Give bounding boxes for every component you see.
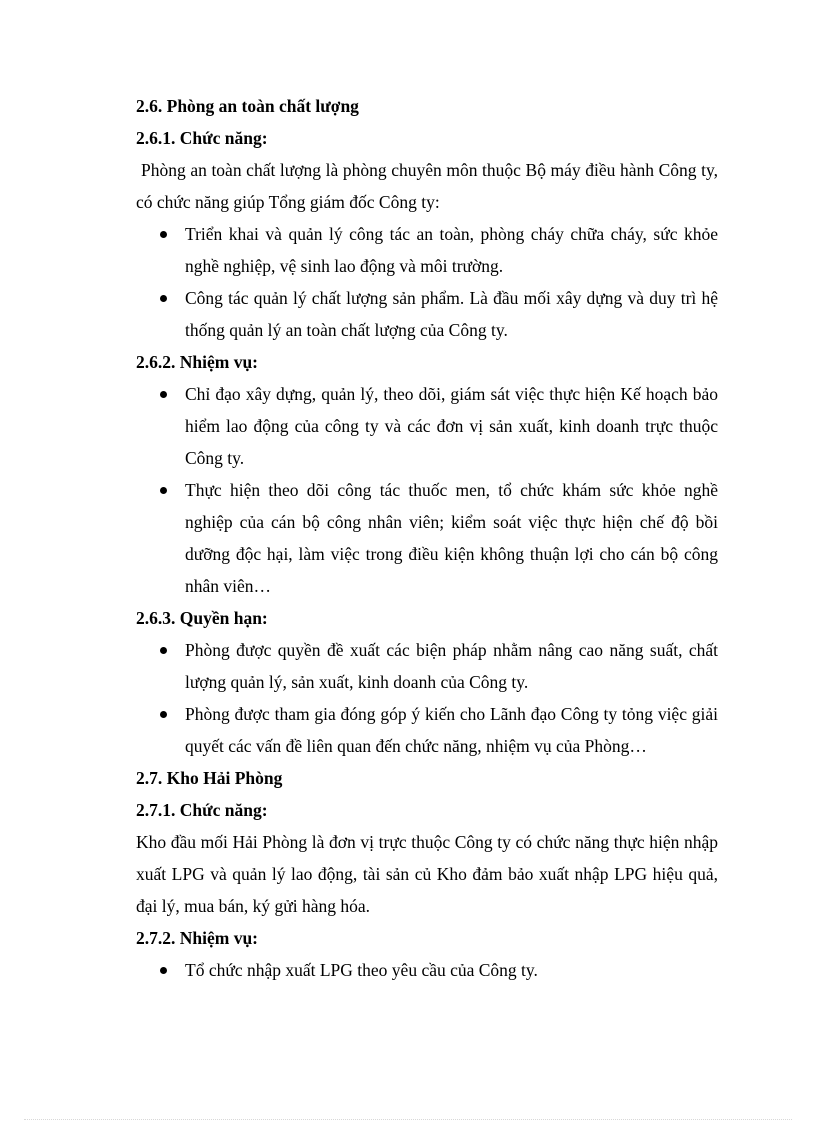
list-item-text: Chỉ đạo xây dựng, quản lý, theo dõi, giám sát việc thực hiện Kế hoạch bảo hiểm lao động của công ty và các đơn vị sản xuất, kinh doanh trực thuộc Công ty. xyxy=(185,384,718,468)
page-bottom-divider xyxy=(24,1119,792,1120)
paragraph: Kho đầu mối Hải Phòng là đơn vị trực thuộc Công ty có chức năng thực hiện nhập xuất LPG và quản lý lao động, tài sản củ Kho đảm bảo xuất nhập LPG hiệu quả, đại lý, mua bán, ký gửi hàng hóa. xyxy=(136,832,718,916)
bullet-icon xyxy=(160,967,167,974)
list-item xyxy=(136,474,718,602)
list-item xyxy=(136,378,718,474)
bullet-icon xyxy=(160,391,167,398)
subsection-heading: 2.7.1. Chức năng: xyxy=(136,800,268,820)
subsection-heading: 2.7.2. Nhiệm vụ: xyxy=(136,928,259,948)
bullet-icon xyxy=(160,295,167,302)
bullet-list xyxy=(136,378,718,602)
list-item xyxy=(136,218,718,282)
paragraph: Phòng an toàn chất lượng là phòng chuyên môn thuộc Bộ máy điều hành Công ty, có chức năng giúp Tổng giám đốc Công ty: xyxy=(136,160,718,212)
bullet-list xyxy=(136,954,718,986)
bullet-list xyxy=(136,634,718,762)
list-item-text: Thực hiện theo dõi công tác thuốc men, tổ chức khám sức khỏe nghề nghiệp của cán bộ công nhân viên; kiểm soát việc thực hiện chế độ bồi dưỡng độc hại, làm việc trong điều kiện không thuận lợi cho cán bộ công nhân viên… xyxy=(185,480,718,596)
bullet-icon xyxy=(160,231,167,238)
list-item xyxy=(136,954,718,986)
list-item-text: Tổ chức nhập xuất LPG theo yêu cầu của Công ty. xyxy=(185,960,538,980)
bullet-list xyxy=(136,218,718,346)
list-item-text: Phòng được tham gia đóng góp ý kiến cho Lãnh đạo Công ty tỏng việc giải quyết các vấn đề liên quan đến chức năng, nhiệm vụ của Phòng… xyxy=(185,704,718,756)
list-item xyxy=(136,282,718,346)
subsection-heading: 2.6.1. Chức năng: xyxy=(136,128,268,148)
bullet-icon xyxy=(160,487,167,494)
list-item xyxy=(136,698,718,762)
list-item-text: Triển khai và quản lý công tác an toàn, phòng cháy chữa cháy, sức khỏe nghề nghiệp, vệ sinh lao động và môi trường. xyxy=(185,224,718,276)
list-item xyxy=(136,634,718,698)
list-item-text: Công tác quản lý chất lượng sản phẩm. Là đầu mối xây dựng và duy trì hệ thống quản lý an toàn chất lượng của Công ty. xyxy=(185,288,718,340)
subsection-heading: 2.6.3. Quyền hạn: xyxy=(136,608,268,628)
subsection-heading: 2.6.2. Nhiệm vụ: xyxy=(136,352,259,372)
bullet-icon xyxy=(160,711,167,718)
document-body xyxy=(136,90,718,986)
bullet-icon xyxy=(160,647,167,654)
section-heading: 2.6. Phòng an toàn chất lượng xyxy=(136,96,359,116)
list-item-text: Phòng được quyền đề xuất các biện pháp nhằm nâng cao năng suất, chất lượng quản lý, sản xuất, kinh doanh của Công ty. xyxy=(185,640,718,692)
section-heading: 2.7. Kho Hải Phòng xyxy=(136,768,283,788)
